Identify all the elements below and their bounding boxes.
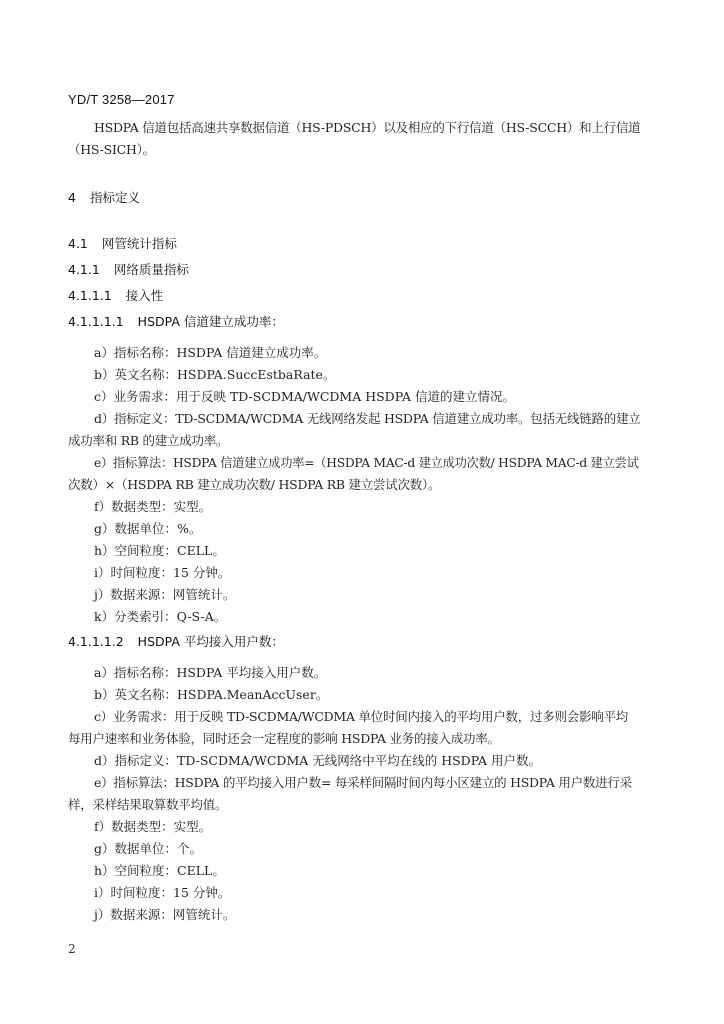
heading-title: 网络质量指标 bbox=[113, 262, 189, 277]
list-item bbox=[68, 838, 640, 860]
list-item-text: c）业务需求：用于反映 TD-SCDMA/WCDMA HSDPA 信道的建立情况。 bbox=[94, 389, 515, 404]
list-item-text: b）英文名称：HSDPA.SuccEstbaRate。 bbox=[94, 367, 336, 382]
heading-4-1-1 bbox=[68, 259, 189, 281]
list-item bbox=[68, 882, 640, 904]
list-item bbox=[68, 584, 640, 606]
heading-4 bbox=[68, 187, 140, 209]
list-item bbox=[68, 772, 640, 816]
list-item-text: f）数据类型：实型。 bbox=[94, 499, 212, 514]
list-item bbox=[68, 706, 640, 750]
list-item-text: e）指标算法：HSDPA 的平均接入用户数= 每采样间隔时间内每小区建立的 HSDPA 用户数进行采 bbox=[94, 775, 632, 790]
heading-4-1 bbox=[68, 233, 177, 255]
list-item-continuation: 样，采样结果取算数平均值。 bbox=[68, 797, 228, 812]
page-header-doc-id: YD/T 3258—2017 bbox=[68, 92, 175, 107]
heading-number: 4 bbox=[68, 190, 76, 205]
list-item bbox=[68, 750, 640, 772]
list-item bbox=[68, 684, 640, 706]
list-item bbox=[68, 904, 640, 926]
heading-title: HSDPA 信道建立成功率： bbox=[137, 314, 284, 329]
list-item bbox=[68, 408, 640, 452]
intro-line-2: （HS-SICH）。 bbox=[68, 142, 155, 157]
list-item-text: a）指标名称：HSDPA 平均接入用户数。 bbox=[94, 665, 327, 680]
list-item-text: b）英文名称：HSDPA.MeanAccUser。 bbox=[94, 687, 329, 702]
list-item-text: j）数据来源：网管统计。 bbox=[94, 907, 236, 922]
list-item-text: d）指标定义：TD-SCDMA/WCDMA 无线网络发起 HSDPA 信道建立成功率。包括无线链路的建立 bbox=[94, 411, 641, 426]
list-item bbox=[68, 496, 640, 518]
list-item bbox=[68, 860, 640, 882]
heading-4-1-1-1-1 bbox=[68, 311, 284, 333]
heading-title: 网管统计指标 bbox=[101, 236, 177, 251]
heading-title: HSDPA 平均接入用户数： bbox=[137, 634, 284, 649]
heading-number: 4.1.1.1.2 bbox=[68, 634, 124, 649]
list-item bbox=[68, 816, 640, 838]
list-item bbox=[68, 662, 640, 684]
list-item bbox=[68, 562, 640, 584]
list-item-text: f）数据类型：实型。 bbox=[94, 819, 212, 834]
intro-paragraph bbox=[68, 117, 640, 161]
list-item bbox=[68, 342, 640, 364]
intro-line-1: HSDPA 信道包括高速共享数据信道（HS-PDSCH）以及相应的下行信道（HS-SCCH）和上行信道 bbox=[94, 120, 641, 135]
list-item-text: g）数据单位：个。 bbox=[94, 841, 203, 856]
list-item bbox=[68, 364, 640, 386]
list-item-text: h）空间粒度：CELL。 bbox=[94, 543, 225, 558]
list-item bbox=[68, 452, 640, 496]
list-item-continuation: 次数）×（HSDPA RB 建立成功次数/ HSDPA RB 建立尝试次数）。 bbox=[68, 477, 441, 492]
list-item-continuation: 成功率和 RB 的建立成功率。 bbox=[68, 433, 229, 448]
list-item bbox=[68, 386, 640, 408]
list-item-text: e）指标算法：HSDPA 信道建立成功率=（HSDPA MAC-d 建立成功次数/ HSDPA MAC-d 建立尝试 bbox=[94, 456, 639, 470]
list-item-text: h）空间粒度：CELL。 bbox=[94, 863, 225, 878]
list-item-continuation: 每用户速率和业务体验，同时还会一定程度的影响 HSDPA 业务的接入成功率。 bbox=[68, 731, 500, 746]
list-item-text: i）时间粒度：15 分钟。 bbox=[94, 885, 231, 900]
list-item-text: k）分类索引：Q-S-A。 bbox=[94, 609, 227, 624]
heading-number: 4.1.1.1 bbox=[68, 288, 112, 303]
page-number: 2 bbox=[68, 942, 76, 956]
heading-4-1-1-1-2 bbox=[68, 631, 284, 653]
heading-number: 4.1.1 bbox=[68, 262, 100, 277]
list-item bbox=[68, 518, 640, 540]
heading-title: 接入性 bbox=[125, 288, 164, 303]
list-item-text: d）指标定义：TD-SCDMA/WCDMA 无线网络中平均在线的 HSDPA 用户数。 bbox=[94, 753, 541, 768]
heading-number: 4.1.1.1.1 bbox=[68, 314, 124, 329]
heading-number: 4.1 bbox=[68, 236, 88, 251]
list-item-text: j）数据来源：网管统计。 bbox=[94, 587, 236, 602]
list-item-text: a）指标名称：HSDPA 信道建立成功率。 bbox=[94, 345, 327, 360]
list-item-text: i）时间粒度：15 分钟。 bbox=[94, 565, 231, 580]
list-item bbox=[68, 606, 640, 628]
heading-title: 指标定义 bbox=[89, 190, 140, 205]
list-item-text: c）业务需求：用于反映 TD-SCDMA/WCDMA 单位时间内接入的平均用户数，过多则会影响平均 bbox=[94, 709, 628, 724]
list-item-text: g）数据单位：%。 bbox=[94, 521, 202, 536]
heading-4-1-1-1 bbox=[68, 285, 163, 307]
list-item bbox=[68, 540, 640, 562]
